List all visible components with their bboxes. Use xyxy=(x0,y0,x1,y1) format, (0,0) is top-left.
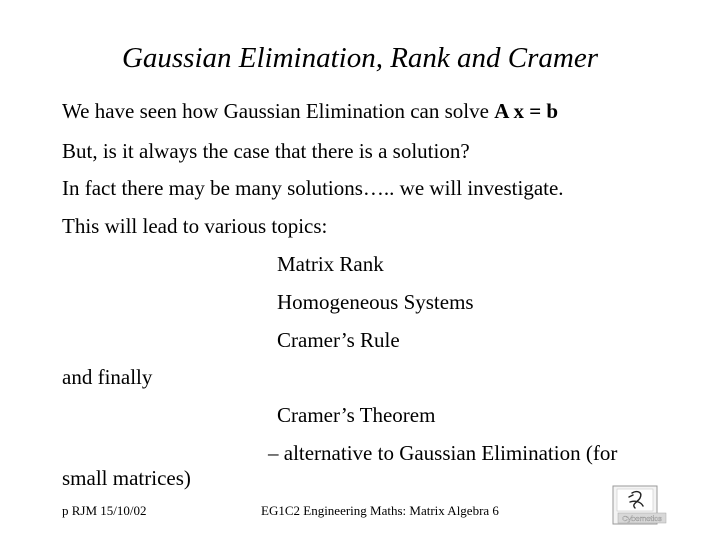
cramers-theorem-description: – alternative to Gaussian Elimination (for xyxy=(268,441,618,465)
body-line-3: In fact there may be many solutions….. we will investigate. xyxy=(62,176,564,200)
topic-cramers-rule: Cramer’s Rule xyxy=(277,328,400,352)
body-line-2: But, is it always the case that there is a solution? xyxy=(62,139,470,163)
topic-matrix-rank: Matrix Rank xyxy=(277,252,384,276)
body-line-1-text: We have seen how Gaussian Elimination can solve xyxy=(62,99,495,123)
and-finally-text: and finally xyxy=(62,365,153,389)
footer-course-title: EG1C2 Engineering Maths: Matrix Algebra 6 xyxy=(261,503,499,518)
body-line-4: This will lead to various topics: xyxy=(62,214,328,238)
footer-author-date: p RJM 15/10/02 xyxy=(62,503,147,518)
slide-title: Gaussian Elimination, Rank and Cramer xyxy=(121,42,599,74)
cybernetics-logo-icon xyxy=(612,484,672,526)
equation-text: A x = b xyxy=(494,99,559,123)
body-line-1 xyxy=(62,98,558,124)
cramers-theorem-description-cont: small matrices) xyxy=(62,466,191,490)
topic-homogeneous-systems: Homogeneous Systems xyxy=(277,290,474,314)
logo-wordmark: Cybernetics xyxy=(622,514,662,523)
topic-cramers-theorem: Cramer’s Theorem xyxy=(277,403,436,427)
